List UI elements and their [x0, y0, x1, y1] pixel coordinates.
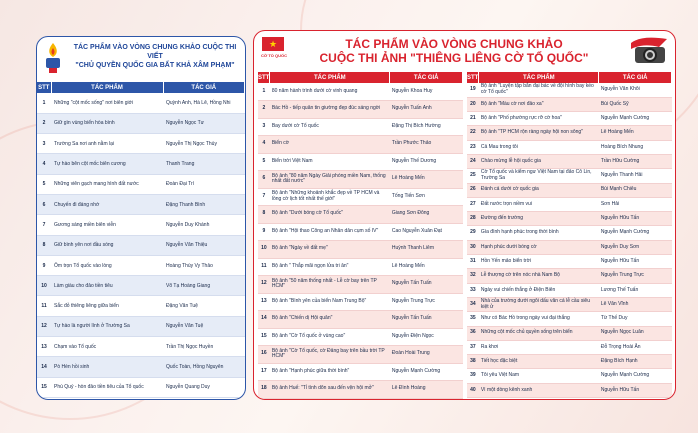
work-title: Tự hào bên cột mốc biên cương — [51, 154, 163, 174]
table-row — [467, 140, 672, 154]
row-number: 39 — [467, 369, 479, 383]
work-title: Ôm trọn Tổ quốc vào lòng — [51, 255, 163, 275]
work-title: Vì một dòng kênh xanh — [479, 383, 599, 397]
work-title: Phú Quý - hòn đảo tiền tiêu của Tổ quốc — [51, 377, 163, 397]
table-row — [258, 363, 463, 381]
author-name: Trần Hữu Cường — [599, 154, 672, 168]
author-name: Nguyễn Mạnh Cường — [599, 112, 672, 126]
row-number: 1 — [258, 83, 270, 101]
photo-contest-rows-b — [467, 83, 672, 398]
row-number: 9 — [37, 255, 51, 275]
author-name: Nguyễn Hữu Tấn — [599, 212, 672, 226]
row-number: 3 — [258, 118, 270, 136]
row-number: 29 — [467, 226, 479, 240]
row-number: 2 — [37, 113, 51, 133]
table-row — [258, 118, 463, 136]
row-number: 28 — [467, 212, 479, 226]
row-number: 35 — [467, 312, 479, 326]
work-title: Bộ ảnh "Luyện tập bắn đại bác về đội hình bay kéo cờ Tổ quốc" — [479, 83, 599, 97]
table-row — [467, 240, 672, 254]
work-title: Sắc đỏ thiêng liêng giữa biển — [51, 296, 163, 316]
work-title: Bộ ảnh "Cờ Tổ quốc, cờ Đảng bay trên bầu trời TP HCM" — [270, 346, 390, 364]
table-row — [467, 212, 672, 226]
row-number: 11 — [258, 258, 270, 276]
row-number: 10 — [258, 241, 270, 259]
row-number: 7 — [258, 188, 270, 206]
work-title: Bác Hồ - tiếp quân tin giường đẹp đúc sáng ngời — [270, 101, 390, 119]
row-number: 2 — [258, 101, 270, 119]
table-row — [258, 83, 463, 101]
author-name: Lê Đình Hoàng — [390, 381, 463, 399]
photo-contest-rows-a — [258, 83, 463, 398]
table-row — [467, 183, 672, 197]
row-number: 30 — [467, 240, 479, 254]
work-title: Bay dưới cờ Tổ quốc — [270, 118, 390, 136]
work-title: Bộ ảnh " Thắp mãi ngọn lửa tri ân" — [270, 258, 390, 276]
row-number: 19 — [467, 83, 479, 97]
column-header-author: TÁC GIẢ — [163, 82, 245, 93]
row-number: 1 — [37, 93, 51, 113]
author-name: Nguyễn Duy Khánh — [163, 215, 245, 235]
author-name: Đặng Văn Tuệ — [163, 296, 245, 316]
writing-contest-subtitle: "CHỦ QUYỀN QUỐC GIA BẤT KHẢ XÂM PHẠM" — [75, 62, 235, 69]
work-title: Bộ ảnh "Cờ Tổ quốc ở vùng cao" — [270, 328, 390, 346]
author-name: Nguyễn Hữu Tấn — [599, 255, 672, 269]
table-row — [258, 328, 463, 346]
work-title: Giữ gìn vùng biển hòa bình — [51, 113, 163, 133]
work-title: Bộ ảnh "Phố phường rực rỡ cờ hoa" — [479, 112, 599, 126]
contest-logo-caption: CỜ TỔ QUỐC — [260, 53, 288, 58]
row-number: 23 — [467, 140, 479, 154]
table-row — [258, 101, 463, 119]
row-number: 15 — [37, 377, 51, 397]
author-name: Trần Thị Ngọc Huyền — [163, 337, 245, 357]
row-number: 34 — [467, 297, 479, 311]
table-row — [37, 215, 245, 235]
row-number: 37 — [467, 340, 479, 354]
work-title: 80 năm hành trình dưới cờ vinh quang — [270, 83, 390, 101]
work-title: Bộ ảnh "Ngày về đất mẹ" — [270, 241, 390, 259]
author-name: Giang Sơn Đông — [390, 206, 463, 224]
author-name: Nguyễn Trung Trực — [390, 293, 463, 311]
work-title: Giữ bình yên nơi đầu sóng — [51, 235, 163, 255]
author-name: Nguyễn Thị Ngọc Thúy — [163, 134, 245, 154]
author-name: Nguyễn Ngọc Luân — [599, 326, 672, 340]
table-row — [37, 377, 245, 397]
author-name: Lê Hoàng Mến — [390, 258, 463, 276]
author-name: Lê Hoàng Mến — [390, 171, 463, 189]
row-number: 24 — [467, 154, 479, 168]
work-title: Những viên gạch mang hình đất nước — [51, 174, 163, 194]
row-number: 26 — [467, 183, 479, 197]
author-name: Bùi Quốc Sỹ — [599, 97, 672, 111]
table-row — [258, 293, 463, 311]
author-name: Hoàng Bích Nhung — [599, 140, 672, 154]
table-row — [467, 126, 672, 140]
row-number: 5 — [37, 174, 51, 194]
table-row — [258, 381, 463, 399]
photo-contest-header — [254, 31, 675, 72]
row-number: 14 — [258, 311, 270, 329]
author-name: Trần Phước Thảo — [390, 136, 463, 154]
writing-contest-rows — [37, 93, 245, 397]
writing-contest-table — [37, 82, 245, 398]
author-name: Từ Thế Duy — [599, 312, 672, 326]
work-title: Bộ ảnh "Hội thao Công an Nhân dân cụm số IV" — [270, 223, 390, 241]
table-row — [37, 296, 245, 316]
author-name: Võ Tạ Hoàng Giang — [163, 276, 245, 296]
work-title: Như có Bác Hồ trong ngày vui đại thắng — [479, 312, 599, 326]
table-row — [467, 369, 672, 383]
work-title: Gìa đình hạnh phúc trong thời bình — [479, 226, 599, 240]
table-row — [467, 97, 672, 111]
row-number: 16 — [258, 346, 270, 364]
photo-contest-title: TÁC PHẨM VÀO VÒNG CHUNG KHẢO — [345, 37, 563, 51]
writing-contest-panel — [36, 36, 246, 400]
table-row — [37, 357, 245, 377]
author-name: Tống Tiến Sơn — [390, 188, 463, 206]
row-number: 4 — [37, 154, 51, 174]
author-name: Đoàn Đại Trí — [163, 174, 245, 194]
author-name: Nguyễn Khoa Huy — [390, 83, 463, 101]
author-name: Nguyễn Văn Tuệ — [163, 316, 245, 336]
author-name: Nguyễn Tuấn Anh — [390, 101, 463, 119]
row-number: 33 — [467, 283, 479, 297]
author-name: Lê Văn Vĩnh — [599, 297, 672, 311]
work-title: Gương sáng miền biên viễn — [51, 215, 163, 235]
table-row — [258, 171, 463, 189]
table-row — [467, 169, 672, 183]
work-title: Ra khơi — [479, 340, 599, 354]
work-title: Nhà của trường dưới ngôi dấu văn cá lễ cầu siêu kiệt ử — [479, 297, 599, 311]
table-row — [258, 188, 463, 206]
table-row — [467, 197, 672, 211]
work-title: Bộ ảnh Huế: "Tỉ tình dõn sau đến vện hội mở" — [270, 381, 390, 399]
work-title: Chào mừng lễ hội quốc gia — [479, 154, 599, 168]
author-name: Quỳnh Anh, Hà Lê, Hồng Nhi — [163, 93, 245, 113]
work-title: Đánh cá dưới cờ quốc gia — [479, 183, 599, 197]
vietnam-flag-logo-icon: ★ — [262, 37, 284, 51]
table-row — [258, 136, 463, 154]
row-number: 12 — [37, 316, 51, 336]
row-number: 38 — [467, 355, 479, 369]
table-row — [467, 355, 672, 369]
table-row — [258, 223, 463, 241]
row-number: 15 — [258, 328, 270, 346]
work-title: Bộ ảnh "50 năm thống nhất - Lễ cờ bay trên TP HCM" — [270, 276, 390, 294]
table-row — [37, 134, 245, 154]
work-title: Đường đến trường — [479, 212, 599, 226]
row-number: 18 — [258, 381, 270, 399]
column-header-author: TÁC GIẢ — [390, 72, 463, 83]
row-number: 8 — [258, 206, 270, 224]
row-number: 4 — [258, 136, 270, 154]
work-title: Những "cột mốc sống" nơi biên giới — [51, 93, 163, 113]
author-name: Nguyễn Văn Khôi — [599, 83, 672, 97]
table-row — [258, 241, 463, 259]
row-number: 6 — [37, 194, 51, 214]
work-title: Biển cờ — [270, 136, 390, 154]
author-name: Lương Thế Tuấn — [599, 283, 672, 297]
work-title: Bộ ảnh "TP HCM rộn ràng ngày hội non sông" — [479, 126, 599, 140]
table-row — [258, 153, 463, 171]
torch-logo-icon — [42, 41, 64, 75]
table-row — [37, 194, 245, 214]
table-row — [467, 269, 672, 283]
table-row — [467, 383, 672, 397]
author-name: Nguyễn Điện Ngọc — [390, 328, 463, 346]
row-number: 36 — [467, 326, 479, 340]
work-title: Chuyến đi đáng nhớ — [51, 194, 163, 214]
photo-contest-panel — [253, 30, 676, 400]
table-row — [37, 113, 245, 133]
table-row — [37, 174, 245, 194]
table-row — [37, 316, 245, 336]
work-title: Làm giàu cho đảo tiền tiêu — [51, 276, 163, 296]
work-title: Chạm vào Tổ quốc — [51, 337, 163, 357]
row-number: 25 — [467, 169, 479, 183]
work-title: Những cột mốc chủ quyền sống trên biển — [479, 326, 599, 340]
table-row — [467, 326, 672, 340]
row-number: 40 — [467, 383, 479, 397]
row-number: 3 — [37, 134, 51, 154]
author-name: Nguyễn Tấn Tuấn — [390, 276, 463, 294]
column-header-work: TÁC PHẨM — [51, 82, 163, 93]
row-number: 10 — [37, 276, 51, 296]
table-row — [37, 255, 245, 275]
row-number: 22 — [467, 126, 479, 140]
table-row — [37, 276, 245, 296]
table-row — [467, 112, 672, 126]
author-name: Huỳnh Thanh Liêm — [390, 241, 463, 259]
table-row — [467, 297, 672, 311]
author-name: Nguyễn Mạnh Cường — [599, 369, 672, 383]
work-title: Ngày vui chiến thắng ở Điện Biên — [479, 283, 599, 297]
row-number: 32 — [467, 269, 479, 283]
table-row — [258, 206, 463, 224]
work-title: Hồn Yến mảo biển trời — [479, 255, 599, 269]
work-title: Bộ ảnh "Dưới bóng cờ Tổ quốc" — [270, 206, 390, 224]
row-number: 31 — [467, 255, 479, 269]
author-name: Cao Nguyễn Xuân Đạt — [390, 223, 463, 241]
table-row — [467, 154, 672, 168]
row-number: 17 — [258, 363, 270, 381]
column-header-author: TÁC GIẢ — [599, 72, 672, 83]
row-number: 13 — [37, 337, 51, 357]
row-number: 14 — [37, 357, 51, 377]
row-number: 20 — [467, 97, 479, 111]
row-number: 6 — [258, 171, 270, 189]
row-number: 21 — [467, 112, 479, 126]
table-row — [258, 258, 463, 276]
writing-contest-header — [37, 37, 245, 82]
author-name: Đặng Thị Bích Hường — [390, 118, 463, 136]
work-title: Bộ ảnh "Chiến dị Hội quân" — [270, 311, 390, 329]
author-name: Quốc Toàn, Hồng Nguyên — [163, 357, 245, 377]
row-number: 27 — [467, 197, 479, 211]
writing-contest-title: TÁC PHẨM VÀO VÒNG CHUNG KHẢO CUỘC THI VIẾT — [73, 44, 237, 60]
author-name: Nguyễn Quang Duy — [163, 377, 245, 397]
work-title: Đất nước trọn niềm vui — [479, 197, 599, 211]
row-number: 13 — [258, 293, 270, 311]
author-name: Bùi Mạnh Chiêu — [599, 183, 672, 197]
author-name: Nguyễn Trung Trực — [599, 269, 672, 283]
column-header-stt: STT — [467, 72, 479, 83]
author-name: Đoàn Hoài Trung — [390, 346, 463, 364]
table-row — [37, 93, 245, 113]
author-name: Nguyễn Thanh Hải — [599, 169, 672, 183]
table-row — [258, 346, 463, 364]
author-name: Nguyễn Mạnh Cường — [390, 363, 463, 381]
work-title: Bộ ảnh "Những khoảnh khắc đẹp về TP HCM và lồng cờ lịch tốt nhất thế giới" — [270, 188, 390, 206]
table-row — [258, 311, 463, 329]
author-name: Nguyễn Văn Thiệu — [163, 235, 245, 255]
work-title: Lễ thượng cờ trên nóc nhà Nam Bộ — [479, 269, 599, 283]
work-title: Bộ ảnh "Màu cờ nơi đảo xa" — [479, 97, 599, 111]
author-name: Nguyễn Duy Sơn — [599, 240, 672, 254]
author-name: Nguyễn Ngọc Tư — [163, 113, 245, 133]
author-name: Hoàng Thùy Vy Thảo — [163, 255, 245, 275]
work-title: Tự hào là người lính ở Trường Sa — [51, 316, 163, 336]
work-title: Tôi yêu Việt Nam — [479, 369, 599, 383]
author-name: Đặng Bích Hạnh — [599, 355, 672, 369]
author-name: Sơn Hải — [599, 197, 672, 211]
row-number: 12 — [258, 276, 270, 294]
row-number: 9 — [258, 223, 270, 241]
work-title: Bộ ảnh "Hạnh phúc giữa thời bình" — [270, 363, 390, 381]
work-title: Trường Sa nơi anh nằm lại — [51, 134, 163, 154]
photo-contest-subtitle: CUỘC THI ẢNH "THIÊNG LIÊNG CỜ TỔ QUỐC" — [319, 51, 589, 65]
table-row — [467, 283, 672, 297]
work-title: Biển trời Việt Nam — [270, 153, 390, 171]
author-name: Đỗ Trọng Hoài Ân — [599, 340, 672, 354]
column-header-stt: STT — [258, 72, 270, 83]
column-header-work: TÁC PHẨM — [479, 72, 599, 83]
author-name: Nguyễn Mạnh Cường — [599, 226, 672, 240]
work-title: Tiết học đặc biệt — [479, 355, 599, 369]
table-row — [37, 154, 245, 174]
work-title: Hạnh phúc dưới bóng cờ — [479, 240, 599, 254]
author-name: Đặng Thanh Bình — [163, 194, 245, 214]
table-row — [467, 83, 672, 97]
table-row — [467, 312, 672, 326]
table-row — [258, 276, 463, 294]
column-header-stt: STT — [37, 82, 51, 93]
row-number: 5 — [258, 153, 270, 171]
author-name: Lê Hoàng Mến — [599, 126, 672, 140]
table-row — [37, 337, 245, 357]
work-title: Pò Hèn hồi sinh — [51, 357, 163, 377]
camera-icon — [629, 35, 669, 65]
table-row — [467, 226, 672, 240]
table-row — [467, 340, 672, 354]
row-number: 11 — [37, 296, 51, 316]
table-row — [467, 255, 672, 269]
table-row — [37, 235, 245, 255]
row-number: 7 — [37, 215, 51, 235]
work-title: Bộ ảnh "80 năm Ngày Giải phóng miền Nam, thống nhất đất nước" — [270, 171, 390, 189]
row-number: 8 — [37, 235, 51, 255]
photo-contest-table-b — [467, 72, 672, 398]
author-name: Nguyễn Tấn Tuấn — [390, 311, 463, 329]
column-header-work: TÁC PHẨM — [270, 72, 390, 83]
work-title: Bộ ảnh "Bình yên của biển Nam Trung Bộ" — [270, 293, 390, 311]
photo-contest-table-a — [258, 72, 463, 399]
work-title: Cả Mau trong tôi — [479, 140, 599, 154]
author-name: Thanh Trang — [163, 154, 245, 174]
work-title: Cờ Tổ quốc và kiểm ngư Việt Nam tại đảo Cô Lin, Trường Sa — [479, 169, 599, 183]
author-name: Nguyễn Thế Dương — [390, 153, 463, 171]
author-name: Nguyễn Hữu Tấn — [599, 383, 672, 397]
